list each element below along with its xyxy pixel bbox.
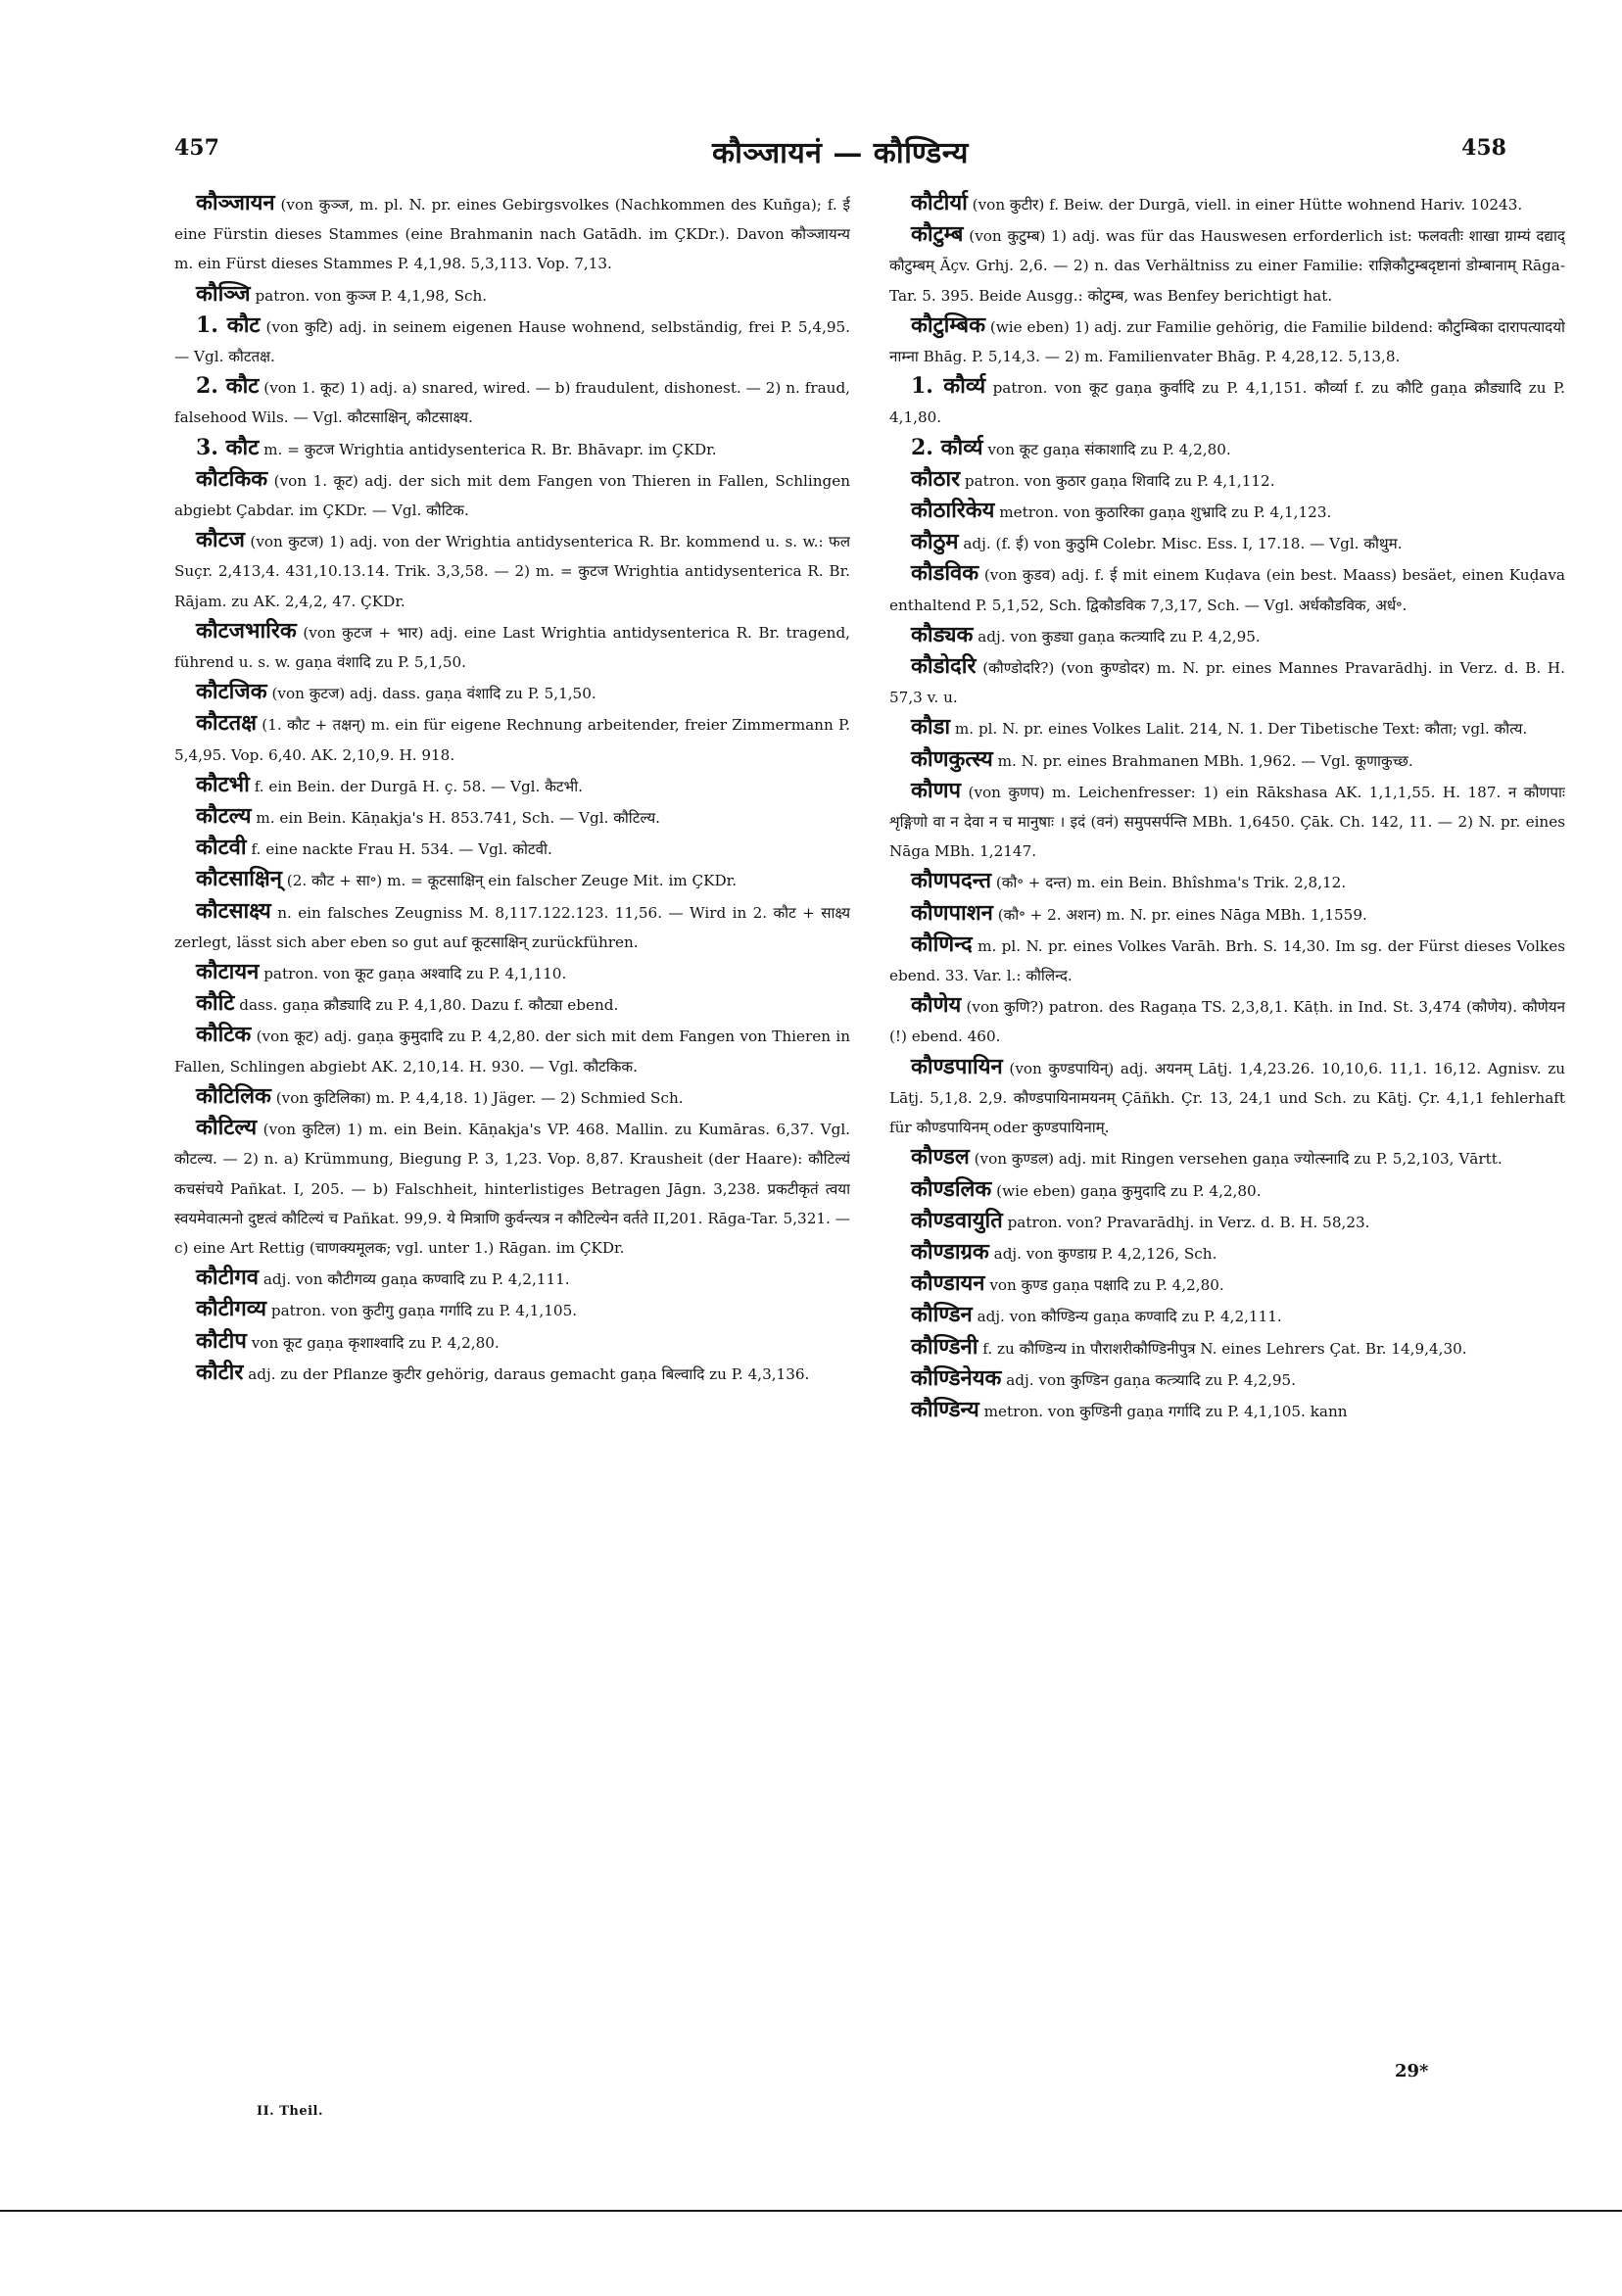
dictionary-entry xyxy=(174,1081,850,1113)
entry-headword: कौटायन xyxy=(196,959,260,985)
entry-text: (कौण्डोदरि?) (von कुण्डोदर) m. N. pr. eines Mannes Pravarādhj. in Verz. d. B. H. 57,3 v. u. xyxy=(889,659,1565,707)
entry-headword: कौण्डाग्रक xyxy=(911,1238,989,1265)
entry-headword: कौठारिकेय xyxy=(911,498,995,524)
dictionary-entry xyxy=(174,801,850,833)
entry-text: m. N. pr. eines Brahmanen MBh. 1,962. — Vgl. कूणाकुच्छ. xyxy=(997,751,1413,770)
dictionary-entry xyxy=(174,833,850,864)
dictionary-entry xyxy=(174,1294,850,1325)
entry-headword: कौटिक xyxy=(196,1022,252,1048)
dictionary-entry xyxy=(889,496,1565,527)
entry-text: (कौ॰ + दन्त) m. ein Bein. Bhîshma's Trik. 2,8,12. xyxy=(995,874,1347,892)
entry-text: (von कुटिलिका) m. P. 4,4,18. 1) Jäger. — 2) Schmied Sch. xyxy=(275,1088,684,1107)
dictionary-entry xyxy=(174,677,850,708)
entry-headword: कौटज xyxy=(196,527,246,553)
entry-text: patron. von कुटीगु gaṇa गर्गादि zu P. 4,1,105. xyxy=(270,1302,578,1320)
dictionary-entry xyxy=(174,311,850,371)
entry-headword: कौटकिक xyxy=(196,465,268,492)
entry-headword: कौठार xyxy=(911,465,961,492)
dictionary-entry xyxy=(889,1142,1565,1173)
entry-text: f. eine nackte Frau H. 534. — Vgl. कोटवी. xyxy=(251,840,552,859)
entry-text: (von कुणि?) patron. des Ragaṇa TS. 2,3,8,1. Kāṭh. in Ind. St. 3,474 (कौणेय). कौणेयन (!) ebend. 460. xyxy=(889,998,1565,1046)
entry-text: (wie eben) 1) adj. zur Familie gehörig, die Familie bildend: कौटुम्बिका दारापत्यादयो नाम्ना Bhāg. P. 5,14,3. — 2) m. Familienvater Bhāg. P. 4,28,12. 5,13,8. xyxy=(889,317,1565,366)
entry-text: adj. (f. ई) von कुठुमि Colebr. Misc. Ess. I, 17.18. — Vgl. कौथुम. xyxy=(963,535,1403,553)
entry-headword: कौठुम xyxy=(911,529,959,555)
entry-headword: कौटीगव xyxy=(196,1265,259,1291)
entry-headword: कौणपदन्त xyxy=(911,868,991,894)
entry-headword: कौटिलिक xyxy=(196,1082,271,1109)
page-number-right: 458 xyxy=(1461,135,1506,161)
dictionary-entry xyxy=(889,371,1565,432)
dictionary-entry xyxy=(174,188,850,279)
entry-text: patron. von कुठार gaṇa शिवादि zu P. 4,1,112. xyxy=(964,471,1275,490)
entry-headword: कौणप xyxy=(911,777,961,803)
dictionary-entry xyxy=(889,990,1565,1051)
dictionary-entry xyxy=(889,188,1565,219)
entry-text: (von कुटज + भार) adj. eine Last Wrightia antidysenterica R. Br. tragend, führend u. s. w. gaṇa वंशादि zu P. 5,1,50. xyxy=(174,623,850,672)
entry-text: von कूट gaṇa संकाशादि zu P. 4,2,80. xyxy=(987,440,1231,458)
entry-text: m. ein Bein. Kāṇakja's H. 853.741, Sch. — Vgl. कौटिल्य. xyxy=(256,809,660,828)
headword-range: कौञ्जायनं — कौण्डिन्य xyxy=(712,136,969,170)
entry-text: patron. von कुञ्ज P. 4,1,98, Sch. xyxy=(255,286,488,305)
entry-text: m. pl. N. pr. eines Volkes Varāh. Brh. S. 14,30. Im sg. der Fürst dieses Volkes ebend. 33. Var. l.: कौलिन्द. xyxy=(889,936,1565,985)
entry-text: adj. zu der Pflanze कुटीर gehörig, daraus gemacht gaṇa बिल्वादि zu P. 4,3,136. xyxy=(248,1364,810,1383)
entry-headword: कौडोदरि xyxy=(911,653,977,680)
entry-text: (von कुडव) adj. f. ई mit einem Kuḍava (ein best. Maass) besäet, einen Kuḍava enthaltend P. 5,1,52, Sch. द्विकौडविक 7,3,17, Sch. — Vgl. अर्धकौडविक, अर्ध॰. xyxy=(889,566,1565,614)
dictionary-entry xyxy=(889,1174,1565,1206)
dictionary-entry xyxy=(889,311,1565,371)
dictionary-entry xyxy=(174,988,850,1020)
entry-text: (1. कौट + तक्षन्) m. ein für eigene Rechnung arbeitender, freier Zimmermann P. 5,4,95. Vop. 6,40. AK. 2,10,9. H. 918. xyxy=(174,716,850,764)
entry-text: von कुण्ड gaṇa पक्षादि zu P. 4,2,80. xyxy=(989,1276,1224,1295)
entry-headword: कौटजिक xyxy=(196,679,267,705)
dictionary-entry xyxy=(174,616,850,677)
entry-text: (von कूट) adj. gaṇa कुमुदादि zu P. 4,2,80. der sich mit dem Fangen von Thieren in Fallen, Schlingen abgiebt AK. 2,10,14. H. 930. — Vgl. कौटकिक. xyxy=(174,1028,850,1076)
dictionary-entry xyxy=(889,219,1565,311)
entry-headword: 2. कौर्व्य xyxy=(911,434,983,460)
entry-text: dass. gaṇa क्रौड्यादि zu P. 4,1,80. Dazu f. कौट्या ebend. xyxy=(239,996,619,1015)
entry-headword: कौडविक xyxy=(911,560,979,587)
dictionary-entry xyxy=(889,1206,1565,1237)
left-column xyxy=(174,188,850,2088)
entry-text: (von कुटज) adj. dass. gaṇa वंशादि zu P. 5,1,50. xyxy=(271,685,596,703)
entry-headword: कौटसाक्षिन् xyxy=(196,866,282,892)
right-column xyxy=(889,188,1565,2088)
entry-headword: कौटसाक्ष्य xyxy=(196,897,271,924)
entry-text: (von कुण्डल) adj. mit Ringen versehen gaṇa ज्योत्स्नादि zu P. 5,2,103, Vārtt. xyxy=(974,1150,1503,1169)
entry-text: f. zu कौण्डिन्य in पौराशरीकौण्डिनीपुत्र N. eines Lehrers Çat. Br. 14,9,4,30. xyxy=(982,1339,1467,1358)
page-number-left: 457 xyxy=(174,135,219,161)
dictionary-entry xyxy=(889,464,1565,496)
page-header xyxy=(174,135,1506,174)
entry-headword: कौण्डिनेयक xyxy=(911,1364,1002,1391)
dictionary-entry xyxy=(889,527,1565,558)
entry-text: metron. von कुण्डिनी gaṇa गर्गादि zu P. 4,1,105. kann xyxy=(983,1402,1348,1420)
dictionary-entry xyxy=(174,433,850,464)
dictionary-entry xyxy=(889,433,1565,464)
entry-headword: कौणेय xyxy=(911,992,962,1019)
dictionary-entry xyxy=(889,930,1565,990)
entry-headword: कौण्डपायिन xyxy=(911,1053,1003,1079)
dictionary-entry xyxy=(889,1268,1565,1300)
entry-headword: कौण्डिनी xyxy=(911,1333,978,1360)
entry-headword: कौटीर xyxy=(196,1359,244,1385)
dictionary-entry xyxy=(889,1363,1565,1395)
entry-headword: कौटल्य xyxy=(196,803,252,830)
entry-text: (कौ॰ + 2. अशन) m. N. pr. eines Nāga MBh. 1,1559. xyxy=(997,905,1367,924)
dictionary-entry xyxy=(889,1052,1565,1143)
entry-headword: कौटतक्ष xyxy=(196,710,257,737)
dictionary-entry xyxy=(889,1237,1565,1268)
entry-text: (von कुटि) adj. in seinem eigenen Hause wohnend, selbständig, frei P. 5,4,95. — Vgl. कौटतक्ष. xyxy=(174,317,850,366)
entry-text: patron. von? Pravarādhj. in Verz. d. B. H. 58,23. xyxy=(1007,1213,1370,1231)
entry-text: adj. von कौण्डिन्य gaṇa कण्वादि zu P. 4,2,111. xyxy=(977,1308,1282,1326)
entry-text: (von 1. कूट) 1) adj. a) snared, wired. — b) fraudulent, dishonest. — 2) n. fraud, falsehood Wils. — Vgl. कौटसाक्षिन्, कौटसाक्ष्य. xyxy=(174,379,850,427)
dictionary-entry xyxy=(174,1326,850,1358)
dictionary-entry xyxy=(174,279,850,311)
entry-headword: कौटीर्या xyxy=(911,190,968,215)
entry-text: (wie eben) gaṇa कुमुदादि zu P. 4,2,80. xyxy=(996,1181,1262,1200)
entry-headword: कौण्डिन xyxy=(911,1302,973,1328)
dictionary-entry xyxy=(174,770,850,801)
entry-text: (von कुणप) m. Leichenfresser: 1) ein Rākshasa AK. 1,1,1,55. H. 187. न कौणपाः शृङ्गिणो वा न देवा न च मानुषाः । इदं (वनं) समुपसर्पन्ति MBh. 1,6450. Çāk. Ch. 142, 11. — 2) N. pr. eines Nāga MBh. 1,2147. xyxy=(889,783,1565,861)
entry-headword: कौञ्जि xyxy=(196,280,251,307)
dictionary-entry xyxy=(889,1395,1565,1426)
entry-headword: कौड्यक xyxy=(911,621,974,647)
entry-headword: कौटुम्बिक xyxy=(911,311,985,338)
entry-text: (von कुटुम्ब) 1) adj. was für das Hauswesen erforderlich ist: फलवतीः शाखा ग्राम्यं दद्याद् कौटुम्बम् Āçv. Grhj. 2,6. — 2) n. das Verhältniss zu einer Familie: राज्ञिकौटुम्बदृष्टानां डोम्बानाम् Rāga-Tar. 5. 395. Beide Ausgg.: कोटुम्ब, was Benfey berichtigt hat. xyxy=(889,227,1565,305)
entry-headword: कौटीगव्य xyxy=(196,1296,267,1322)
dictionary-entry xyxy=(174,464,850,525)
entry-headword: कौणकुत्स्य xyxy=(911,745,993,772)
dictionary-entry xyxy=(889,866,1565,897)
dictionary-entry xyxy=(174,525,850,616)
dictionary-entry xyxy=(174,371,850,432)
entry-headword: 1. कौर्व्य xyxy=(911,373,986,400)
dictionary-entry xyxy=(174,1263,850,1294)
entry-text: m. pl. N. pr. eines Volkes Lalit. 214, N. 1. Der Tibetische Text: कौता; vgl. कौत्य. xyxy=(954,720,1528,739)
entry-text: patron. von कूट gaṇa कुर्वादि zu P. 4,1,151. कौर्व्या f. zu कौटि gaṇa क्रौड्यादि zu P. 4,1,80. xyxy=(889,379,1565,427)
entry-text: von कूट gaṇa कृशाश्वादि zu P. 4,2,80. xyxy=(251,1333,500,1352)
entry-headword: कौटजभारिक xyxy=(196,617,297,644)
dictionary-entry xyxy=(889,558,1565,619)
dictionary-entry xyxy=(889,1300,1565,1331)
dictionary-entry xyxy=(889,776,1565,867)
entry-text: adj. von कुण्डिन gaṇa कत्त्र्यादि zu P. 4,2,95. xyxy=(1006,1370,1296,1389)
dictionary-entry xyxy=(174,1358,850,1389)
dictionary-entry xyxy=(889,898,1565,930)
entry-text: adj. von कौटीगव्य gaṇa कण्वादि zu P. 4,2,111. xyxy=(262,1270,570,1289)
dictionary-entry xyxy=(889,620,1565,651)
entry-text: n. ein falsches Zeugniss M. 8,117.122.123. 11,56. — Wird in 2. कौट + साक्ष्य zerlegt, lässt sich aber eben so gut auf कूटसाक्षिन् zurückführen. xyxy=(174,903,850,951)
entry-text: (von 1. कूट) adj. der sich mit dem Fangen von Thieren in Fallen, Schlingen abgiebt Çabdar. im ÇKDr. — Vgl. कौटिक. xyxy=(174,471,850,520)
dictionary-entry xyxy=(889,1332,1565,1363)
dictionary-entry xyxy=(889,712,1565,743)
entry-headword: 2. कौट xyxy=(196,373,260,400)
entry-headword: 1. कौट xyxy=(196,311,261,338)
entry-headword: कौण्डायन xyxy=(911,1270,985,1297)
dictionary-entry xyxy=(174,708,850,769)
entry-headword: कौटुम्ब xyxy=(911,221,964,248)
entry-headword: 3. कौट xyxy=(196,434,260,460)
dictionary-entry xyxy=(889,651,1565,712)
entry-text: (von कुटीर) f. Beiw. der Durgā, viell. in einer Hütte wohnend Hariv. 10243. xyxy=(972,196,1523,214)
entry-headword: कौटीप xyxy=(196,1327,247,1354)
entry-headword: कौटिल्य xyxy=(196,1115,258,1141)
entry-text: (von कुटिल) 1) m. ein Bein. Kāṇakja's VP. 468. Mallin. zu Kumāras. 6,37. Vgl. कौटल्य. — 2) n. a) Krümmung, Biegung P. 3, 1,23. Vop. 8,87. Krausheit (der Haare): कौटिल्यं कचसंचये Pañkat. I, 205. — b) Falschheit, hinterlistiges Betragen Jāgn. 3,238. प्रकटीकृतं त्वया स्वयमेवात्मनो दुष्टत्वं कौटिल्यं च Pañkat. 99,9. ये मित्राणि कुर्वन्त्यत्र न कौटिल्येन वर्तते II,201. Rāga-Tar. 5,321. — c) eine Art Rettig (चाणक्यमूलक; vgl. unter 1.) Rāgan. im ÇKDr. xyxy=(174,1121,850,1257)
entry-headword: कौण्डल xyxy=(911,1144,970,1171)
dictionary-entry xyxy=(174,1113,850,1263)
entry-text: adj. von कुण्डाग्र P. 4,2,126, Sch. xyxy=(993,1244,1217,1263)
entry-headword: कौटवी xyxy=(196,835,247,861)
entry-text: patron. von कूट gaṇa अश्वादि zu P. 4,1,110. xyxy=(263,965,567,983)
entry-text: (von कुञ्ज, m. pl. N. pr. eines Gebirgsvolkes (Nachkommen des Kuñga); f. ई eine Fürstin dieses Stammes (eine Brahmanin nach Gatādh. im ÇKDr.). Davon कौञ्जायन्य m. ein Fürst dieses Stammes P. 4,1,98. 5,3,113. Vop. 7,13. xyxy=(174,196,850,273)
dictionary-entry xyxy=(174,896,850,957)
entry-headword: कौण्डलिक xyxy=(911,1175,992,1202)
entry-text: metron. von कुठारिका gaṇa शुभ्रादि zu P. 4,1,123. xyxy=(999,503,1332,522)
entry-headword: कौडा xyxy=(911,714,951,741)
entry-headword: कौटभी xyxy=(196,771,250,797)
entry-headword: कौटि xyxy=(196,990,235,1017)
entry-text: (von कुटज) 1) adj. von der Wrightia antidysenterica R. Br. kommend u. s. w.: फल Suçr. 2,413,4. 431,10.13.14. Trik. 3,3,58. — 2) m. = कुटज Wrightia antidysenterica R. Br. Rājam. zu AK. 2,4,2, 47. ÇKDr. xyxy=(174,533,850,610)
dictionary-entry xyxy=(174,957,850,988)
entry-headword: कौणिन्द xyxy=(911,931,973,957)
entry-text: (von कुण्डपायिन्) adj. अयनम् Lāṭj. 1,4,23.26. 10,10,6. 11,1. 16,12. Agnisv. zu Lāṭj. 5,1,8. 2,9. कौण्डपायिनामयनम् Çāñkh. Çr. 13, 24,1 und Sch. zu Kāṭj. Çr. 4,1,1 fehlerhaft für कौण्डपायिनम् oder कुण्डपायिनाम्. xyxy=(889,1059,1565,1137)
entry-text: adj. von कुड्या gaṇa कत्त्र्यादि zu P. 4,2,95. xyxy=(978,627,1261,646)
entry-headword: कौञ्जायन xyxy=(196,190,275,215)
entry-text: (2. कौट + सा॰) m. = कूटसाक्षिन् ein falscher Zeuge Mit. im ÇKDr. xyxy=(286,872,738,890)
entry-headword: कौण्डवायुति xyxy=(911,1207,1003,1233)
entry-headword: कौण्डिन्य xyxy=(911,1396,979,1422)
entry-text: f. ein Bein. der Durgā H. ç. 58. — Vgl. कैटभी. xyxy=(254,777,583,795)
dictionary-entry xyxy=(889,744,1565,776)
entry-headword: कौणपाशन xyxy=(911,899,993,926)
entry-text: m. = कुटज Wrightia antidysenterica R. Br. Bhāvapr. im ÇKDr. xyxy=(263,440,717,458)
bottom-rule xyxy=(0,2210,1622,2212)
dictionary-entry xyxy=(174,864,850,895)
sheet-number: 29* xyxy=(1395,2061,1429,2081)
dictionary-entry xyxy=(174,1020,850,1080)
signature-mark: II. Theil. xyxy=(257,2104,324,2119)
